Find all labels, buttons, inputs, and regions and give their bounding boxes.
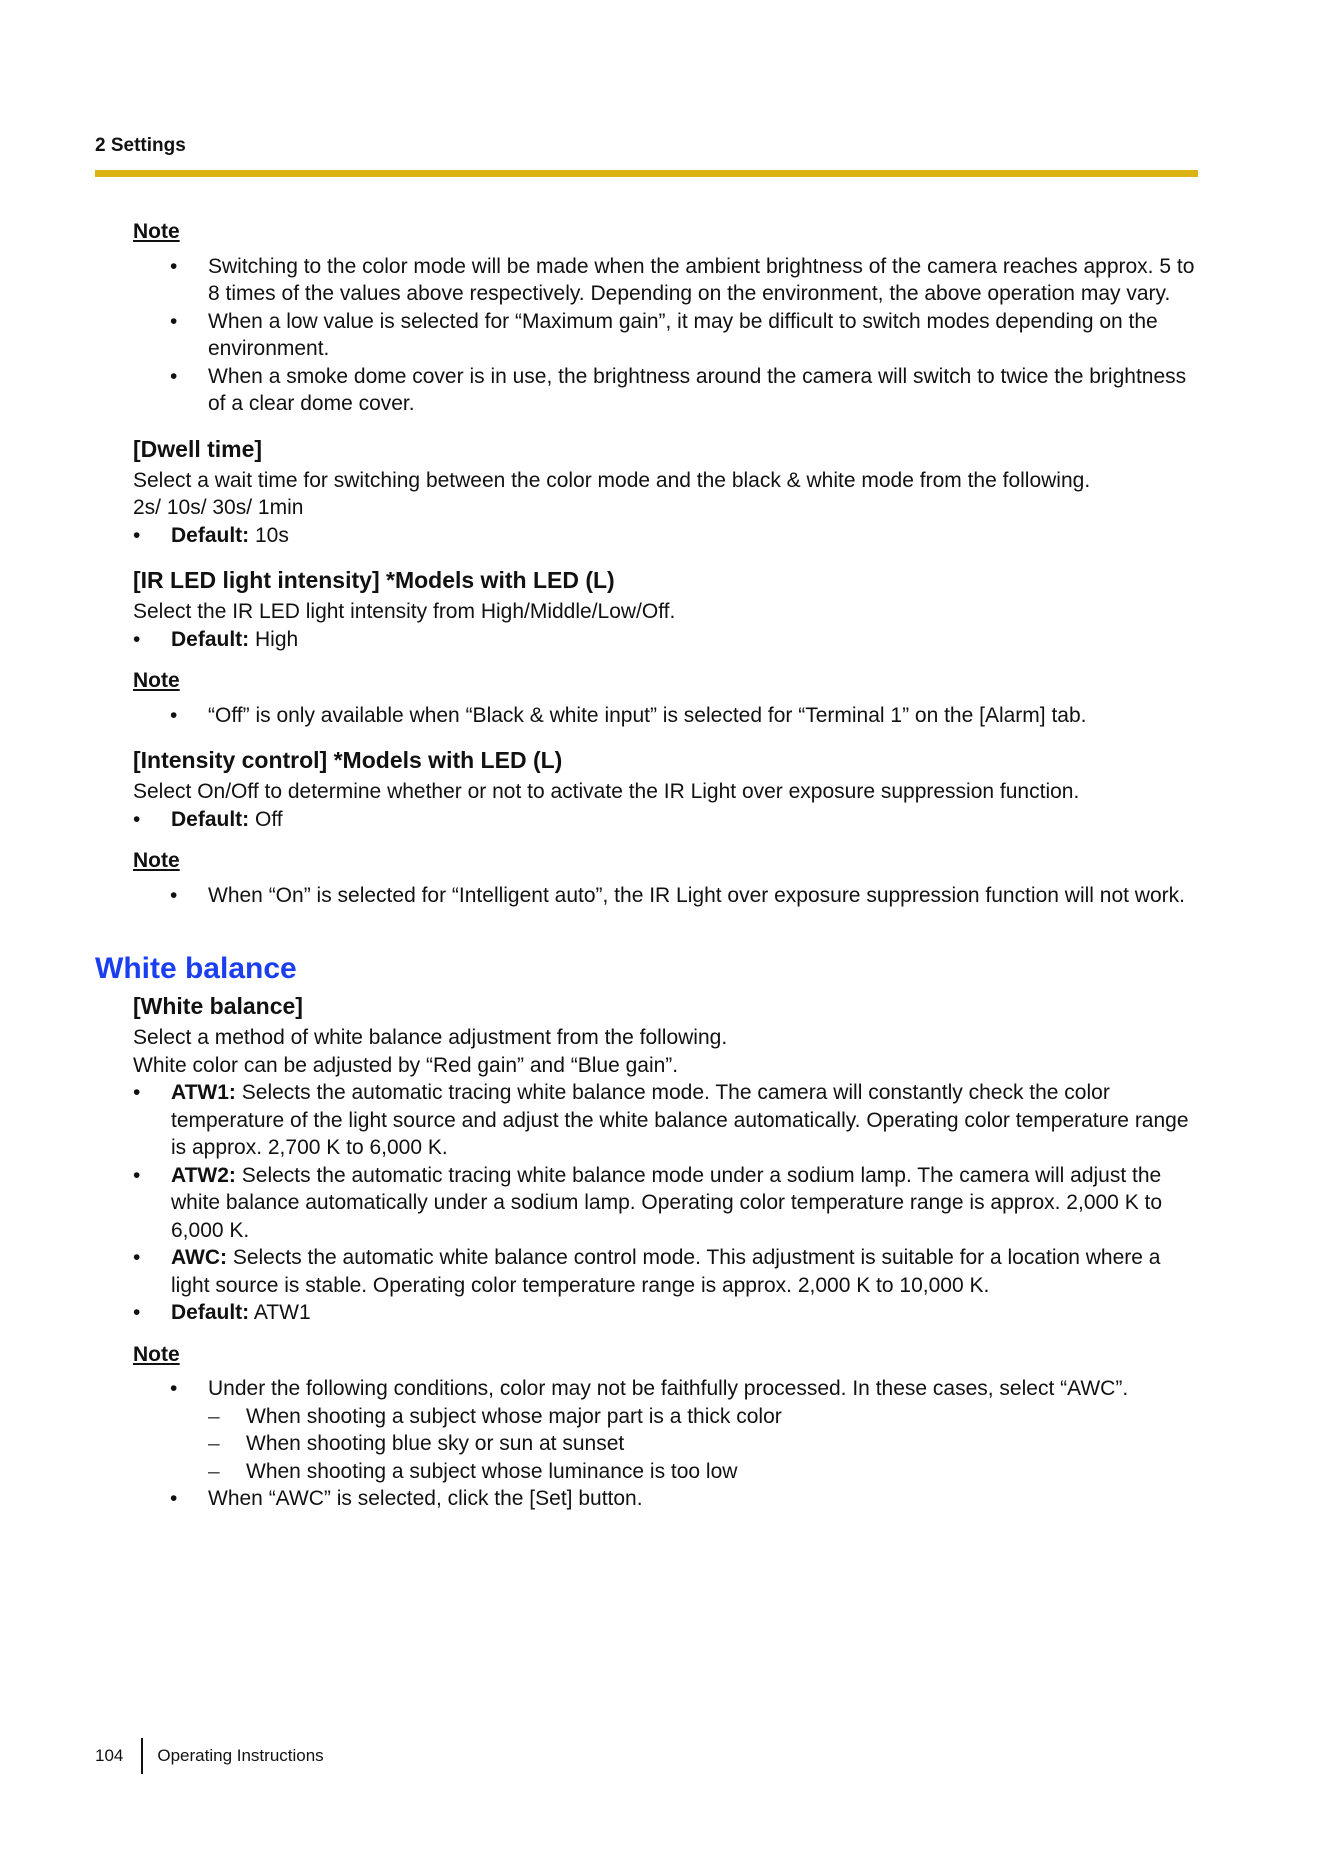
option-text: Selects the automatic white balance control mode. This adjustment is suitable for a location where a light source is stable. Operating color temperature range is approx. 2,000 K to 10,000 K. — [171, 1246, 1161, 1297]
default-value: ATW1 — [249, 1301, 311, 1324]
default-label: Default: — [171, 627, 250, 651]
option-atw1 — [171, 1079, 1200, 1162]
condition-sublist — [246, 1403, 1200, 1486]
dwell-time-heading: [Dwell time] — [133, 435, 263, 462]
option-label: ATW1: — [171, 1081, 236, 1104]
note-list — [208, 882, 1200, 910]
default-label: Default: — [171, 1301, 250, 1324]
page-footer — [95, 1738, 324, 1774]
note-list — [208, 702, 1200, 730]
default-label: Default: — [171, 523, 250, 547]
white-balance-section-title: White balance — [95, 952, 297, 985]
note-item — [208, 1375, 1200, 1403]
intensity-default-list — [171, 806, 1200, 834]
footer-divider — [141, 1738, 143, 1774]
note-label: Note — [133, 1342, 180, 1366]
white-balance-options — [171, 1079, 1200, 1327]
default-value: Off — [249, 807, 283, 831]
option-text: Selects the automatic tracing white balance mode. The camera will constantly check the color temperature of the light source and adjust the white balance automatically. Operating color temperature range is approx. 2,700 K to 6,000 K. — [171, 1081, 1189, 1159]
default-item — [171, 522, 1200, 550]
white-balance-heading: [White balance] — [133, 993, 303, 1019]
note-label: Note — [133, 669, 180, 692]
page-content — [95, 218, 1200, 1513]
dwell-default-list — [171, 522, 1200, 550]
default-value: High — [249, 627, 299, 651]
option-label: AWC: — [171, 1246, 227, 1269]
sub-item: – When shooting blue sky or sun at sunset — [246, 1430, 1200, 1458]
header-rule — [95, 170, 1198, 177]
option-text: Selects the automatic tracing white balance mode under a sodium lamp. The camera will adjust the white balance automatically under a sodium lamp. Operating color temperature range is approx. 2,000 K to 6,000 K. — [171, 1163, 1163, 1242]
section-header: 2 Settings — [95, 135, 186, 156]
dwell-time-options: 2s/ 10s/ 30s/ 1min — [133, 496, 304, 519]
note-item: • When “On” is selected for “Intelligent auto”, the IR Light over exposure suppression function will not work. — [208, 882, 1200, 910]
ir-led-default-list — [171, 626, 1200, 654]
white-balance-desc: Select a method of white balance adjustment from the following. — [133, 1026, 728, 1049]
sub-item: – When shooting a subject whose luminance is too low — [246, 1458, 1200, 1486]
page-number: 104 — [95, 1746, 124, 1765]
option-atw2 — [171, 1162, 1200, 1245]
note-item-text: Under the following conditions, color may not be faithfully processed. In these cases, select “AWC”. — [208, 1377, 1129, 1400]
default-item — [171, 1299, 1200, 1327]
default-value: 10s — [249, 523, 289, 547]
default-item — [171, 806, 1200, 834]
note-item: • When “AWC” is selected, click the [Set] button. — [208, 1485, 1200, 1513]
ir-led-heading: [IR LED light intensity] *Models with LED (L) — [133, 567, 615, 593]
note-item: • “Off” is only available when “Black & white input” is selected for “Terminal 1” on the [Alarm] tab. — [208, 702, 1200, 730]
intensity-control-heading: [Intensity control] *Models with LED (L) — [133, 747, 563, 773]
sub-item: – When shooting a subject whose major part is a thick color — [246, 1403, 1200, 1431]
note-label: Note — [133, 849, 180, 872]
dwell-time-desc: Select a wait time for switching between the color mode and the black & white mode from the following. — [133, 468, 1091, 492]
default-label: Default: — [171, 807, 250, 831]
note-item: • When a low value is selected for “Maximum gain”, it may be difficult to switch modes depending on the environment. — [208, 308, 1200, 363]
note-list — [208, 1375, 1200, 1403]
note-item: • Switching to the color mode will be made when the ambient brightness of the camera reaches approx. 5 to 8 times of the values above respectively. Depending on the environment, the above operation may vary. — [208, 253, 1200, 308]
note-label: Note — [133, 220, 180, 243]
option-awc — [171, 1244, 1200, 1299]
note-list — [208, 1485, 1200, 1513]
document-title: Operating Instructions — [157, 1746, 324, 1765]
ir-led-desc: Select the IR LED light intensity from High/Middle/Low/Off. — [133, 600, 676, 623]
note-list — [208, 253, 1200, 418]
option-label: ATW2: — [171, 1163, 236, 1187]
white-balance-desc2: White color can be adjusted by “Red gain” and “Blue gain”. — [133, 1053, 679, 1077]
intensity-control-desc: Select On/Off to determine whether or not to activate the IR Light over exposure suppression function. — [133, 780, 1080, 803]
default-item — [171, 626, 1200, 654]
note-item: • When a smoke dome cover is in use, the brightness around the camera will switch to twice the brightness of a clear dome cover. — [208, 363, 1200, 418]
